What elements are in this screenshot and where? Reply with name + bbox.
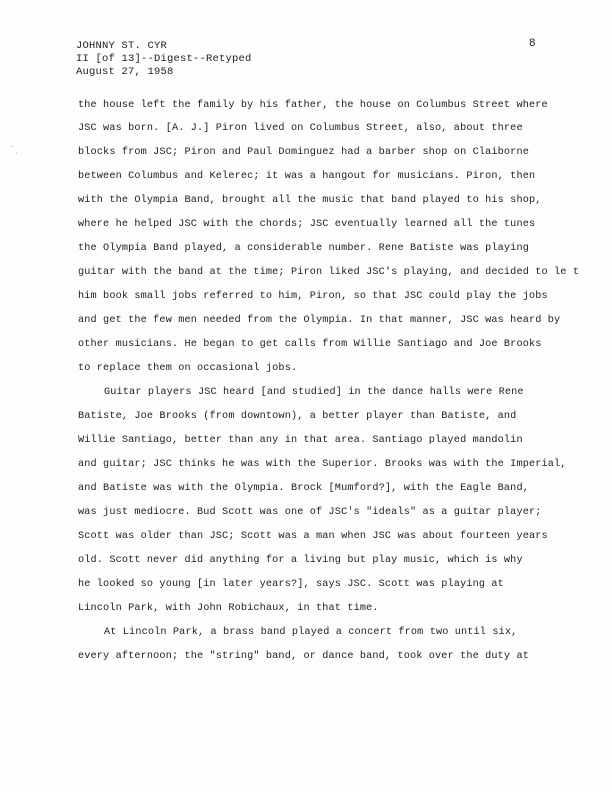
text-line: old. Scott never did anything for a living but play music, which is why bbox=[78, 555, 523, 566]
scan-speck: · bbox=[9, 142, 15, 152]
text-line: Batiste, Joe Brooks (from downtown), a better player than Batiste, and bbox=[78, 411, 517, 422]
header-name: JOHNNY ST. CYR bbox=[76, 40, 168, 52]
text-line: and guitar; JSC thinks he was with the Superior. Brooks was with the Imperial, bbox=[78, 459, 567, 470]
text-line: him book small jobs referred to him, Piron, so that JSC could play the jobs bbox=[78, 291, 548, 302]
text-line: Lincoln Park, with John Robichaux, in that time. bbox=[78, 603, 379, 614]
text-line: other musicians. He began to get calls from Willie Santiago and Joe Brooks bbox=[78, 339, 542, 350]
text-line: Willie Santiago, better than any in that area. Santiago played mandolin bbox=[78, 435, 523, 446]
text-line: every afternoon; the "string" band, or dance band, took over the duty at bbox=[78, 651, 529, 662]
header-reel: II [of 13]--Digest--Retyped bbox=[76, 53, 252, 65]
text-line: he looked so young [in later years?], says JSC. Scott was playing at bbox=[78, 579, 504, 590]
text-line: and Batiste was with the Olympia. Brock [Mumford?], with the Eagle Band, bbox=[78, 483, 529, 494]
text-line: to replace them on occasional jobs. bbox=[78, 363, 298, 374]
paragraph-first-line: Guitar players JSC heard [and studied] in the dance halls were Rene bbox=[104, 387, 524, 398]
text-line: with the Olympia Band, brought all the music that band played to his shop, bbox=[78, 195, 542, 206]
text-line: guitar with the band at the time; Piron liked JSC's playing, and decided to le t bbox=[78, 267, 580, 278]
text-line: Scott was older than JSC; Scott was a man when JSC was about fourteen years bbox=[78, 531, 548, 542]
text-line: between Columbus and Kelerec; it was a hangout for musicians. Piron, then bbox=[78, 171, 536, 182]
text-line: where he helped JSC with the chords; JSC eventually learned all the tunes bbox=[78, 219, 536, 230]
paragraph-first-line: At Lincoln Park, a brass band played a concert from two until six, bbox=[104, 627, 518, 638]
text-line: JSC was born. [A. J.] Piron lived on Columbus Street, also, about three bbox=[78, 123, 523, 134]
text-line: the Olympia Band played, a considerable number. Rene Batiste was playing bbox=[78, 243, 529, 254]
text-line: was just mediocre. Bud Scott was one of JSC's "ideals" as a guitar player; bbox=[78, 507, 542, 518]
text-line: the house left the family by his father, the house on Columbus Street where bbox=[78, 100, 548, 111]
text-line: blocks from JSC; Piron and Paul Dominguez had a barber shop on Claiborne bbox=[78, 147, 529, 158]
text-line: and get the few men needed from the Olympia. In that manner, JSC was heard by bbox=[78, 315, 561, 326]
page-number: 8 bbox=[529, 38, 536, 50]
scan-speck: · bbox=[14, 149, 20, 159]
header-date: August 27, 1958 bbox=[76, 66, 174, 78]
